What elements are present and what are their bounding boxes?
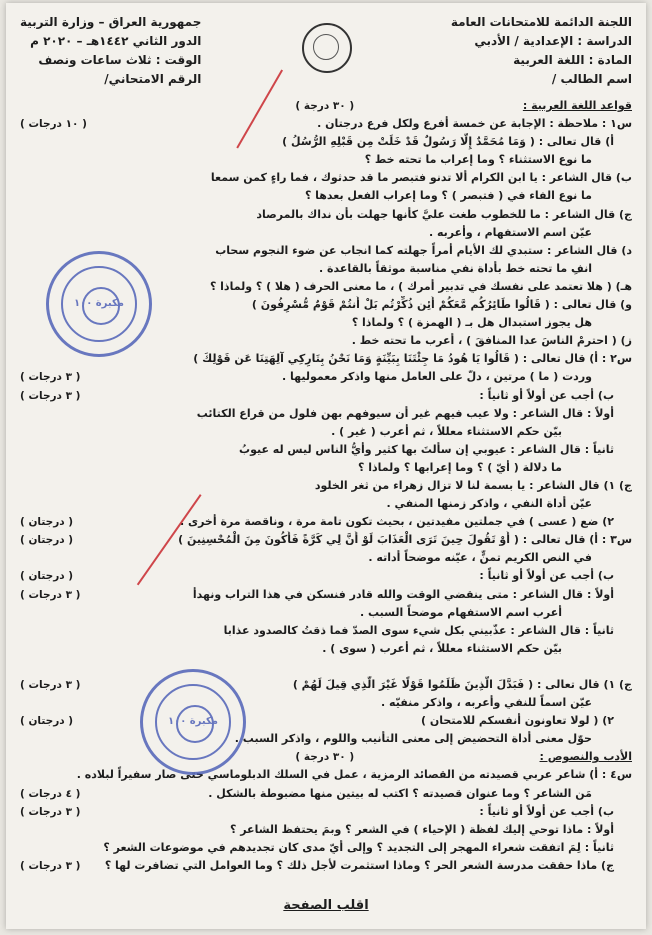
question-line xyxy=(20,785,632,803)
question-text: في النص الكريم تمنٍّ ، عيّنه موضحاً أداته . xyxy=(368,551,592,565)
question-text: ما نوع الاستثناء ؟ وما إعراب ما تحته خط ؟ xyxy=(364,153,592,167)
question-line xyxy=(20,839,632,857)
question-line xyxy=(20,549,632,567)
question-text: ج) ماذا حققت مدرسة الشعر الحر ؟ وماذا استثمرت لأجل ذلك ؟ وما العوامل التي تضافرت لها ؟ xyxy=(104,858,614,872)
question-line xyxy=(20,658,632,676)
question-line xyxy=(20,766,632,784)
header-right-line: الدراسة : الإعدادية / الأدبي xyxy=(474,34,632,48)
question-line xyxy=(20,513,632,531)
question-line xyxy=(20,730,632,748)
question-line xyxy=(20,586,632,604)
score-mark: ( ١٠ درجات ) xyxy=(20,118,87,131)
question-text: حوّل معنى أداة التحضيض إلى معنى التأنيب واللوم ، واذكر السبب . xyxy=(234,732,592,746)
question-line xyxy=(20,622,632,640)
question-text: هل يجوز استبدال هل بـ ( الهمزة ) ؟ ولماذا ؟ xyxy=(351,316,592,330)
header-right-line: اللجنة الدائمة للامتحانات العامة xyxy=(450,15,632,29)
question-line xyxy=(20,712,632,730)
question-text: و) قال تعالى : ( قَالُوا طَائِرُكُم مَّعَكُمْ أَئِن ذُكِّرْتُم بَلْ أَنتُمْ قَوْمٌ مُّسْرِفُونَ ) xyxy=(251,298,632,312)
question-line xyxy=(20,531,632,549)
score-mark: ( ٣ درجات ) xyxy=(20,389,81,402)
question-line xyxy=(20,187,632,205)
question-text: ج) قال الشاعر : ما للخطوب طغت عليَّ كأنها جهلت بأن نداك بالمرصاد xyxy=(256,207,632,221)
question-line xyxy=(20,567,632,585)
question-text: مَن الشاعر ؟ وما عنوان قصيدته ؟ اكتب له بيتين منها مضبوطة بالشكل . xyxy=(208,786,592,800)
section-heading xyxy=(20,748,632,766)
score-mark: ( ٤ درجات ) xyxy=(20,787,81,800)
question-line xyxy=(20,676,632,694)
question-line xyxy=(20,441,632,459)
question-text: أ) قال تعالى : ( وَمَا مُحَمَّدٌ إِلَّا رَسُولٌ قَدْ خَلَتْ مِن قَبْلِهِ الرُّسُلُ ) xyxy=(282,135,614,149)
question-line xyxy=(20,821,632,839)
question-line xyxy=(20,133,632,151)
header-left-line: جمهورية العراق – وزارة التربية xyxy=(20,15,202,29)
question-text: عيّن أداة النفي ، واذكر زمنها المنفي . xyxy=(386,497,592,511)
question-line xyxy=(20,459,632,477)
page-footer: اقلب الصفحة xyxy=(283,898,369,913)
question-text: ما دلالة ( أيّ ) ؟ وما إعرابها ؟ ولماذا ؟ xyxy=(357,460,562,474)
question-line xyxy=(20,368,632,386)
question-line xyxy=(20,857,632,875)
question-text: ما نوع الفاء في ( فتبصر ) ؟ وما إعراب الفعل بعدها ؟ xyxy=(304,189,592,203)
question-line xyxy=(20,423,632,441)
question-text: ز) ( احترمْ الناسَ عدا المنافقَ ) ، أعرب ما تحته خط . xyxy=(351,334,632,348)
exam-page xyxy=(6,3,646,929)
question-text: هـ) ( هلا تعتمد على نفسك في تدبير أمرك ) ، ما معنى الحرف ( هلا ) ؟ ولماذا ؟ xyxy=(209,279,632,293)
question-text: ج) ١) قال الشاعر : يا بسمة لنا لا تزال زهراء من ثغر الخلود xyxy=(314,478,632,492)
question-text: ٢) ( لولا تعاونون أنفسكم للامتحان ) xyxy=(421,714,614,728)
score-mark: ( ٣ درجات ) xyxy=(20,679,81,691)
question-text: ب) أجب عن أولاً أو ثانياً : xyxy=(479,388,614,402)
question-line xyxy=(20,477,632,495)
question-text: أولاً : قال الشاعر : ولا عيب فيهم غير أن سيوفهم بهن فلول من قراع الكتائب xyxy=(196,406,614,420)
section-score: ( ٣٠ درجة ) xyxy=(295,751,355,764)
question-line xyxy=(20,224,632,242)
question-line xyxy=(20,405,632,423)
question-line xyxy=(20,115,632,133)
question-text: بيّن حكم الاستثناء معللاً ، ثم أعرب ( سوى ) . xyxy=(322,641,562,655)
question-text: ثانياً : لِمَ اتفقت شعراء المهجر إلى التجديد ؟ وإلى أيّ مدى كان تجديدهم في موضوعات الشعر ؟ xyxy=(103,840,614,854)
score-mark: ( ٣ درجات ) xyxy=(20,805,81,818)
question-text: بيّن حكم الاستثناء معللاً ، ثم أعرب ( غير ) . xyxy=(331,424,562,438)
score-mark: ( درجتان ) xyxy=(20,516,74,529)
question-line xyxy=(20,604,632,622)
question-line xyxy=(20,206,632,224)
header-left-line: الرقم الامتحاني/ xyxy=(104,72,202,86)
question-text: ثانياً : قال الشاعر : عذّبيني بكل شيء سوى الصدّ فما ذقتُ كالصدود عذابا xyxy=(223,623,614,637)
question-line xyxy=(20,169,632,187)
header-left-line: الوقت : ثلاث ساعات ونصف xyxy=(38,53,202,67)
question-text: عيّن اسم الاستفهام ، وأعربه . xyxy=(428,225,592,239)
question-line xyxy=(20,387,632,405)
question-text: س٣ : أ) قال تعالى : ( أَوْ تَقُولَ حِينَ تَرَى الْعَذَابَ لَوْ أَنَّ لِي كَرَّةً فَأَكُونَ مِنَ الْمُحْسِنِينَ ) xyxy=(178,533,632,547)
question-text: س١ : ملاحظة : الإجابة عن خمسة أفرع ولكل فرع درجتان . xyxy=(317,117,632,131)
score-mark: ( ٣ درجات ) xyxy=(20,371,81,384)
question-text: س٤ : أ) شاعر عربي قصيدته من القصائد الرمزية ، عمل في السلك الدبلوماسي حتى صار سفيراً لبلاده . xyxy=(76,768,632,782)
score-mark: ( ٣ درجات ) xyxy=(20,588,81,601)
section-heading xyxy=(20,97,632,115)
question-text: وردت ( ما ) مرتين ، دلّ على العامل منها واذكر معموليها . xyxy=(281,370,592,384)
official-stamp-icon: مكبرة ١٠٠ xyxy=(46,251,152,357)
question-text: أولاً : ماذا توحي إليك لفظة ( الإحياء ) في الشعر ؟ وبمَ يحتفظ الشاعر ؟ xyxy=(230,822,614,836)
ministry-seal-icon xyxy=(302,23,352,73)
score-mark: ( درجتان ) xyxy=(20,570,74,583)
question-text: د) قال الشاعر : ستبدي لك الأيام أمراً جهلته كما انجاب عن ضوء النجوم سحاب xyxy=(215,243,632,257)
question-text: ج) ١) قال تعالى : ( فَبَدَّلَ الَّذِينَ ظَلَمُوا قَوْلًا غَيْرَ الَّذِي قِيلَ لَهُمْ ) xyxy=(292,678,632,691)
question-text: ب) أجب عن أولاً أو ثانياً : xyxy=(479,569,614,583)
score-mark: ( ٣ درجات ) xyxy=(20,859,81,872)
question-text: ب) قال الشاعر : يا ابن الكرام ألا تدنو فتبصر ما قد حدثوك ، فما راءٍ كمن سمعا xyxy=(210,171,632,185)
official-stamp-icon: مكبرة ١٠٠ xyxy=(140,669,246,775)
header-left xyxy=(20,13,201,89)
question-text: أعرب اسم الاستفهام موضحاً السبب . xyxy=(360,605,562,619)
question-line xyxy=(20,694,632,712)
header-right-line: اسم الطالب / xyxy=(551,72,632,86)
question-text: ثانياً : قال الشاعر : عيوبي إن سألتَ بها كثير وأيُّ الناس ليس له عيوبُ xyxy=(239,442,614,456)
question-line xyxy=(20,640,632,658)
question-line xyxy=(20,495,632,513)
score-mark: ( درجتان ) xyxy=(20,534,74,547)
question-text: س٢ : أ) قال تعالى : ( قَالُوا يَا هُودُ مَا جِئْتَنَا بِبَيِّنَةٍ وَمَا نَحْنُ بِتَارِكِي آلِهَتِنَا عَن قَوْلِكَ ) xyxy=(193,352,632,366)
header-left-line: الدور الثاني ١٤٤٢هـ – ٢٠٢٠ م xyxy=(30,34,202,48)
question-line xyxy=(20,803,632,821)
question-line xyxy=(20,151,632,169)
question-text: ب) أجب عن أولاً أو ثانياً : xyxy=(479,804,614,818)
question-text: ٢) ضع ( عسى ) في جملتين مفيدتين ، بحيث تكون تامة مرة ، وناقصة مرة أخرى . xyxy=(180,515,614,529)
header-right-line: المادة : اللغة العربية xyxy=(513,53,632,67)
question-text: الأدب والنصوص : xyxy=(539,750,632,764)
question-text: أولاً : قال الشاعر : متى ينقضي الوقت والله قادر فنسكن في هذا التراب ونهدأ xyxy=(192,587,614,601)
section-score: ( ٣٠ درجة ) xyxy=(295,100,355,112)
score-mark: ( درجتان ) xyxy=(20,715,74,728)
questions-body xyxy=(20,97,632,875)
question-text: انفِ ما تحته خط بأداة نفي مناسبة موثقاً بالقاعدة . xyxy=(319,261,592,275)
question-text: عيّن اسماً للنفي وأعربه ، واذكر منفيّه . xyxy=(381,696,592,710)
question-text: قواعد اللغة العربية : xyxy=(522,99,632,112)
header-right xyxy=(451,13,632,89)
